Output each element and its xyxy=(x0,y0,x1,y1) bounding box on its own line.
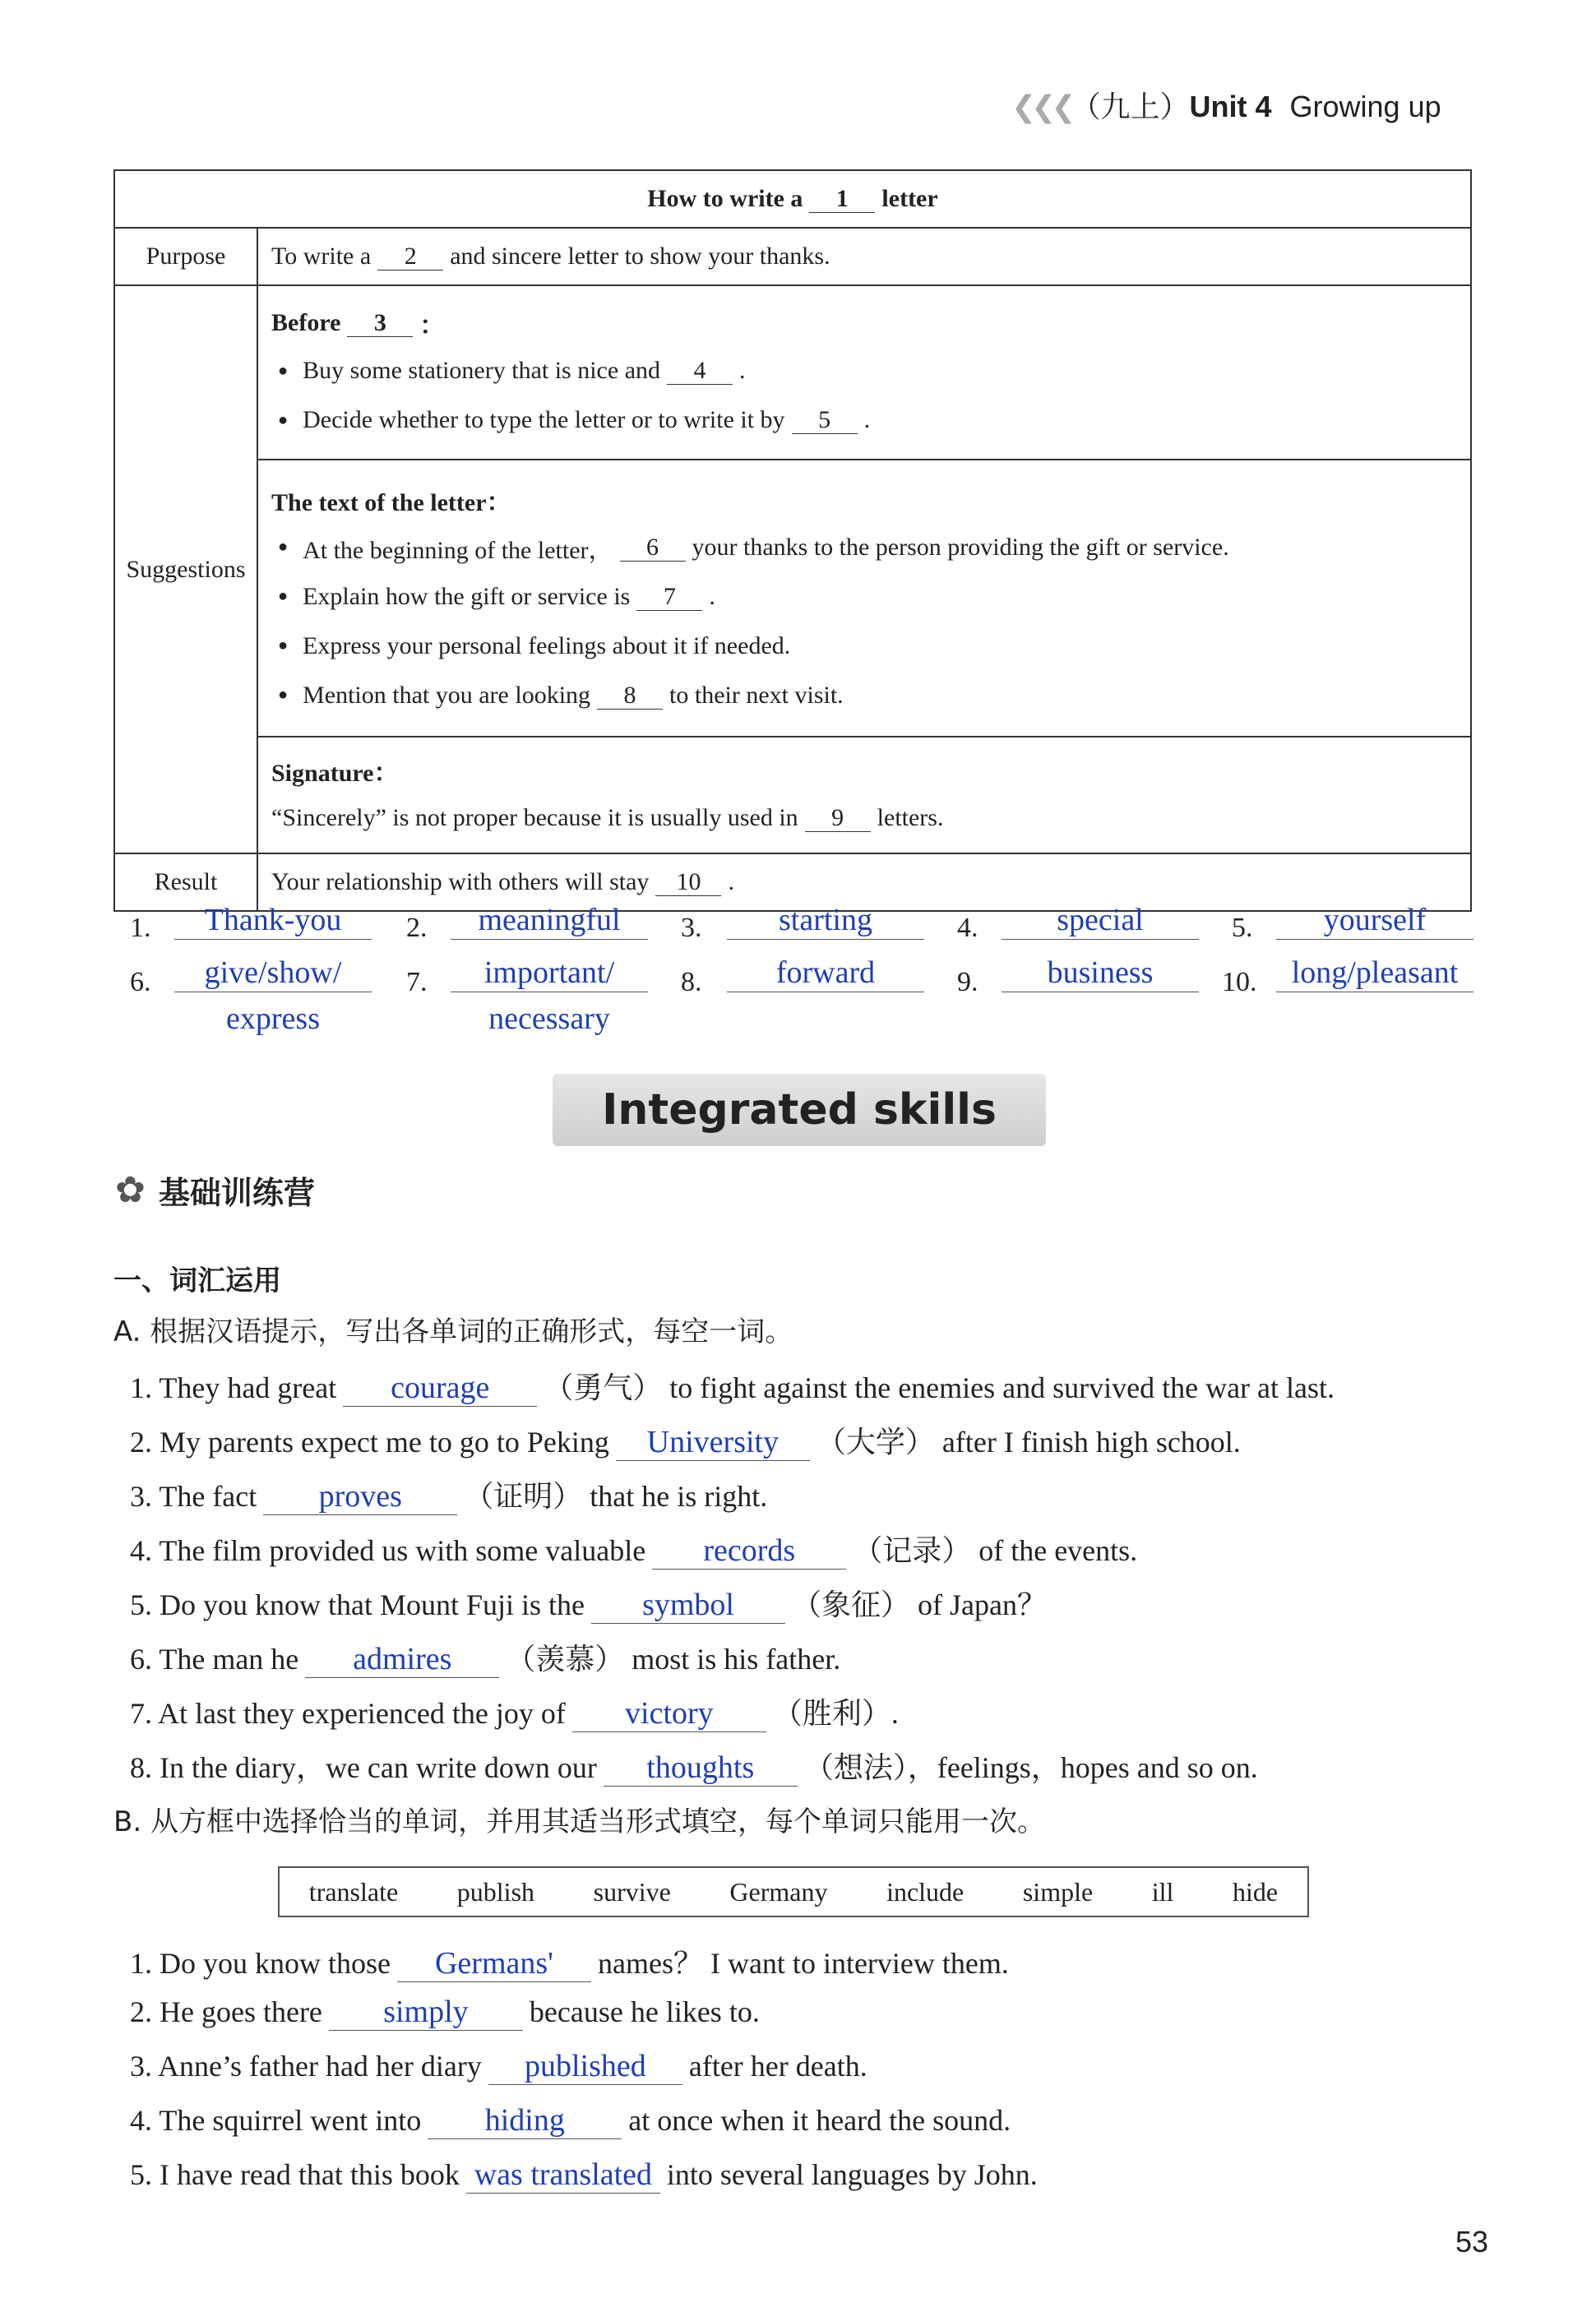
list-item: ● Explain how the gift or service is 7 . xyxy=(271,572,1457,622)
partA-instruction: A. 根据汉语提示，写出各单词的正确形式，每空一词。 xyxy=(113,1315,793,1348)
text-cell: The text of the letter： ● At the beginning of the letter， 6 your thanks to the person providing the gift or service. ● Explain how the gift or service is 7 . ● Express your personal feelings about it if needed. ● Mention that you are looking 8 to their next visit. xyxy=(257,460,1471,737)
leaf-icon: ✿ xyxy=(115,1169,146,1211)
list-item: 2. He goes there simply because he likes to. xyxy=(130,1995,760,2029)
topic-label: Growing up xyxy=(1289,90,1441,123)
page-number: 53 xyxy=(1455,2225,1489,2258)
integrated-skills-banner: Integrated skills xyxy=(553,1074,1046,1146)
word-item: ill xyxy=(1151,1876,1174,1907)
list-item: 7. At last they experienced the joy of victory （胜利）. xyxy=(130,1696,899,1731)
result-cell: Your relationship with others will stay 10 . xyxy=(257,853,1471,911)
table-title: How to write a 1 letter xyxy=(114,170,1471,228)
list-item: ● Express your personal feelings about it if needed. xyxy=(271,622,1457,671)
page-header xyxy=(1011,84,1441,126)
list-item: 8. In the diary，we can write down our thoughts （想法），feelings，hopes and so on. xyxy=(130,1750,1258,1785)
list-item: 1. Do you know those Germans' names？ I want to interview them. xyxy=(130,1946,1009,1981)
word-item: hide xyxy=(1233,1876,1279,1907)
word-item: simple xyxy=(1022,1876,1094,1907)
list-item: 4. The film provided us with some valuable records （记录） of the events. xyxy=(130,1533,1138,1568)
word-item: translate xyxy=(308,1876,399,1907)
section-title: ✿ 基础训练营 xyxy=(115,1169,315,1211)
list-item: ● Mention that you are looking 8 to their next visit. xyxy=(271,671,1457,720)
list-item: ● At the beginning of the letter， 6 your thanks to the person providing the gift or service. xyxy=(271,523,1457,572)
before-cell: Before 3 ： ● Buy some stationery that is nice and 4 . ● Decide whether to type the letter or to write it by 5 . xyxy=(257,285,1471,460)
suggestions-label: Suggestions xyxy=(114,285,257,853)
purpose-label: Purpose xyxy=(114,228,257,285)
list-item: 5. I have read that this book was translated into several languages by John. xyxy=(130,2157,1038,2192)
list-item: 3. The fact proves （证明） that he is right. xyxy=(130,1479,768,1514)
list-item: 6. The man he admires （羡慕） most is his father. xyxy=(130,1642,841,1676)
chevrons-icon: ❮❮❮ xyxy=(1011,90,1071,123)
list-item: 3. Anne’s father had her diary published after her death. xyxy=(130,2049,867,2083)
result-label: Result xyxy=(114,853,257,911)
word-item: publish xyxy=(456,1876,535,1907)
list-item: ● Buy some stationery that is nice and 4 . xyxy=(271,346,1457,395)
list-item: 2. My parents expect me to go to Peking University （大学） after I finish high school. xyxy=(130,1425,1241,1459)
word-box xyxy=(278,1866,1309,1917)
partB-instruction: B. 从方框中选择恰当的单词，并用其适当形式填空，每个单词只能用一次。 xyxy=(113,1805,1045,1838)
word-item: include xyxy=(886,1876,965,1907)
heading-vocab: 一、词汇运用 xyxy=(113,1264,281,1297)
grade-label: （九上） xyxy=(1085,90,1190,123)
letter-table xyxy=(113,169,1472,912)
unit-label: Unit 4 xyxy=(1189,90,1272,123)
list-item: 1. They had great courage （勇气） to fight against the enemies and survived the war at last. xyxy=(130,1371,1335,1405)
word-item: Germany xyxy=(729,1876,828,1907)
signature-cell: Signature： “Sincerely” is not proper because it is usually used in 9 letters. xyxy=(257,737,1471,853)
word-item: survive xyxy=(593,1876,671,1907)
list-item: ● Decide whether to type the letter or to write it by 5 . xyxy=(271,395,1457,445)
list-item: 5. Do you know that Mount Fuji is the symbol （象征） of Japan？ xyxy=(130,1588,1047,1622)
purpose-cell: To write a 2 and sincere letter to show your thanks. xyxy=(257,228,1471,285)
list-item: 4. The squirrel went into hiding at once when it heard the sound. xyxy=(130,2103,1011,2138)
